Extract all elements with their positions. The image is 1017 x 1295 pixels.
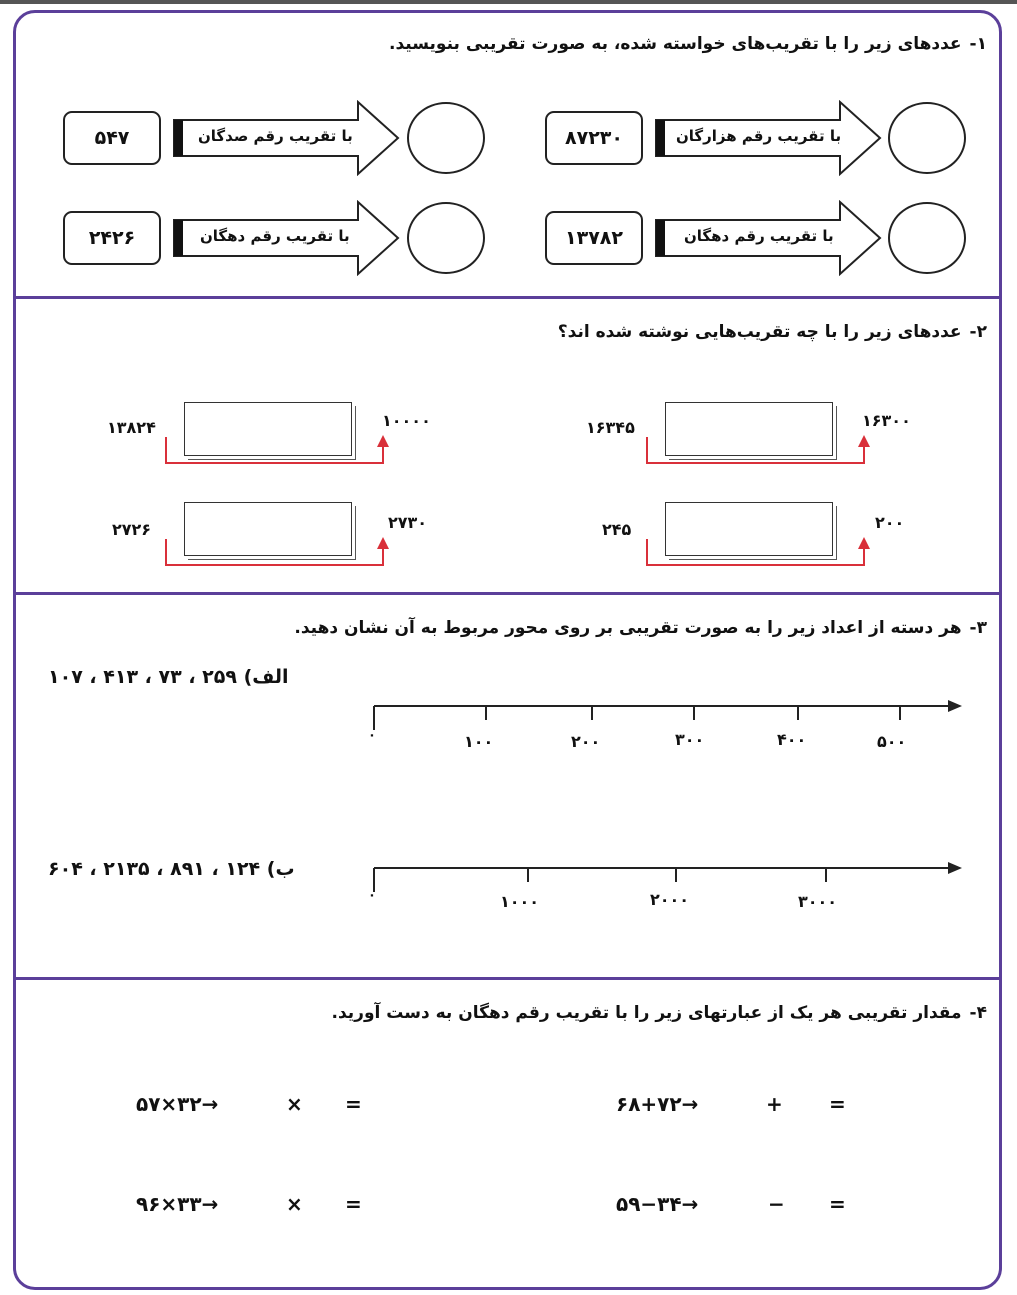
q1-answer-circle-4[interactable] — [407, 202, 485, 274]
q2-rounded-2: ۱۰۰۰۰ — [382, 411, 431, 430]
q2-title — [558, 322, 987, 342]
q2-original-3: ۲۴۵ — [602, 520, 632, 539]
q2-original-2: ۱۳۸۲۴ — [107, 418, 156, 437]
q2-text: عددهای زیر را با چه تقریب‌هایی نوشته شده اند؟ — [557, 322, 962, 342]
q2-original-4: ۲۷۲۶ — [112, 520, 152, 539]
q1-answer-circle-3[interactable] — [888, 202, 966, 274]
q4-expression-4: ۹۶×۳۳→ — [136, 1192, 219, 1216]
q3-a-tick-3: ۳۰۰ — [675, 730, 705, 749]
q1-arrow-label-2: با تقریب رقم صدگان — [198, 127, 353, 145]
q2-connector-3 — [640, 537, 876, 571]
q4-equals-2: = — [345, 1092, 362, 1116]
q3-part-a-numbers: ۲۵۹ ، ۷۳ ، ۴۱۳ ، ۱۰۷ — [48, 666, 237, 688]
q1-arrow-label-3: با تقریب رقم دهگان — [684, 227, 834, 245]
q1-number-box-2: ۵۴۷ — [63, 111, 161, 165]
q1-text: عددهای زیر را با تقریب‌های خواسته شده، به صورت تقریبی بنویسید. — [389, 34, 962, 54]
q3-number: ۳- — [969, 618, 987, 638]
q1-answer-circle-1[interactable] — [888, 102, 966, 174]
q3-a-tick-1: ۱۰۰ — [464, 732, 494, 751]
q3-part-b-row — [48, 858, 295, 880]
q4-text: مقدار تقریبی هر یک از عبارتهای زیر را با تقریب رقم دهگان به دست آورید. — [331, 1003, 962, 1023]
q4-operator-2: × — [286, 1092, 303, 1116]
q4-operator-3: − — [768, 1192, 785, 1216]
q2-rounded-3: ۲۰۰ — [875, 513, 905, 532]
q2-original-1: ۱۶۳۴۵ — [586, 418, 635, 437]
q2-connector-4 — [159, 537, 395, 571]
q4-title — [332, 1003, 988, 1023]
q1-arrow-label-4: با تقریب رقم دهگان — [200, 227, 350, 245]
q4-number: ۴- — [969, 1003, 987, 1023]
q3-a-tick-5: ۵۰۰ — [877, 732, 907, 751]
q3-b-tick-3: ۳۰۰۰ — [798, 892, 838, 911]
q2-rounded-4: ۲۷۳۰ — [388, 513, 428, 532]
q4-expression-2: ۵۷×۳۲→ — [136, 1092, 219, 1116]
q2-number: ۲- — [969, 322, 987, 342]
q3-a-tick-2: ۲۰۰ — [571, 732, 601, 751]
q1-number-box-3: ۱۳۷۸۲ — [545, 211, 643, 265]
q4-equals-4: = — [345, 1192, 362, 1216]
q1-answer-circle-2[interactable] — [407, 102, 485, 174]
q3-part-b-numbers: ۱۲۴ ، ۸۹۱ ، ۲۱۳۵ ، ۶۰۴ — [48, 858, 261, 880]
q3-number-line-a — [364, 690, 968, 730]
q4-operator-1: + — [766, 1092, 783, 1116]
section-divider-1 — [13, 296, 1002, 299]
q3-b-tick-2: ۲۰۰۰ — [650, 890, 690, 909]
q1-number-box-4: ۲۴۲۶ — [63, 211, 161, 265]
section-divider-3 — [13, 977, 1002, 980]
q3-part-a-row — [48, 666, 289, 688]
q3-part-a-label: الف) — [243, 666, 289, 688]
q1-number: ۱- — [969, 34, 987, 54]
q4-equals-3: = — [829, 1192, 846, 1216]
q1-title — [389, 34, 987, 54]
q1-arrow-label-1: با تقریب رقم هزارگان — [676, 127, 842, 145]
q3-a-tick-4: ۴۰۰ — [777, 730, 807, 749]
q4-expression-1: ۶۸+۷۲→ — [616, 1092, 699, 1116]
q3-b-tick-0: ۰ — [368, 888, 376, 903]
q4-expression-3: ۵۹−۳۴→ — [616, 1192, 699, 1216]
top-border-line — [0, 0, 1017, 4]
q4-equals-1: = — [829, 1092, 846, 1116]
q4-operator-4: × — [286, 1192, 303, 1216]
q3-b-tick-1: ۱۰۰۰ — [500, 892, 540, 911]
q2-connector-1 — [640, 435, 876, 469]
q3-part-b-label: ب) — [266, 858, 295, 880]
q3-a-tick-0: ۰ — [368, 728, 376, 743]
q3-number-line-b — [364, 852, 968, 892]
q2-connector-2 — [159, 435, 395, 469]
q1-number-box-1: ۸۷۲۳۰ — [545, 111, 643, 165]
q3-title — [294, 618, 987, 638]
section-divider-2 — [13, 592, 1002, 595]
q2-rounded-1: ۱۶۳۰۰ — [862, 411, 911, 430]
q3-text: هر دسته از اعداد زیر را به صورت تقریبی بر روی محور مربوط به آن نشان دهید. — [294, 618, 962, 638]
